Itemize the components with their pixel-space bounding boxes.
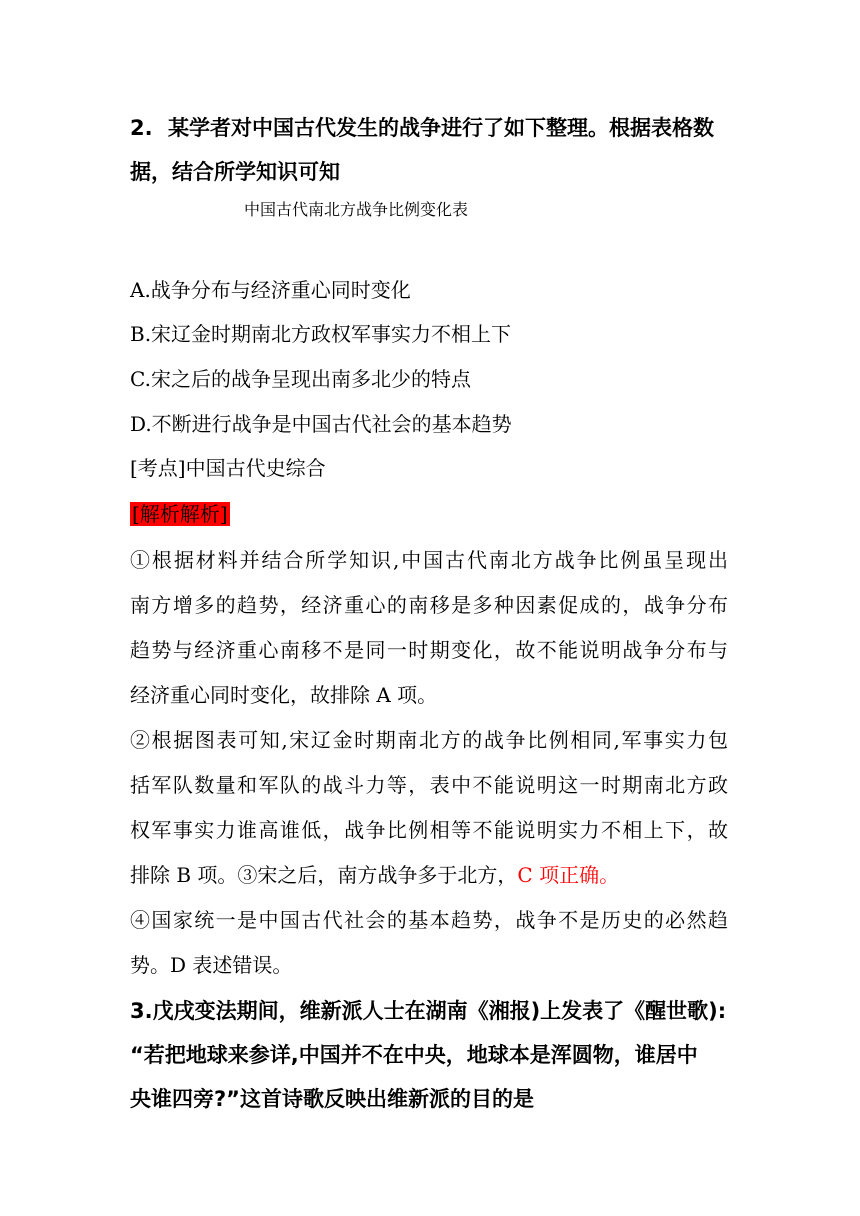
option-b: B.宋辽金时期南北方政权军事实力不相上下 [130, 322, 512, 346]
analysis-line-1: ①根据材料并结合所学知识,中国古代南北方战争比例虽呈现出 [130, 548, 728, 572]
correct-answer-note: C 项正确。 [517, 863, 620, 887]
q2-stem-line-1 [130, 114, 714, 142]
analysis-line-10: 势。D 表述错误。 [130, 953, 293, 977]
analysis-line-3: 趋势与经济重心南移不是同一时期变化，故不能说明战争分布与 [130, 638, 728, 662]
analysis-line-7: 权军事实力谁高谁低，战争比例相等不能说明实力不相上下，故 [130, 818, 728, 842]
analysis-line-8-text: 排除 B 项。③宋之后，南方战争多于北方， [130, 863, 518, 887]
jiexi-label-line [130, 500, 230, 528]
analysis-line-8 [130, 861, 619, 889]
q3-stem-line-3: 央谁四旁?”这首诗歌反映出维新派的目的是 [130, 1087, 534, 1111]
option-c: C.宋之后的战争呈现出南多北少的特点 [130, 367, 471, 391]
q2-stem-line-2: 据，结合所学知识可知 [130, 160, 340, 184]
jiexi-label: [解析解析] [132, 502, 228, 526]
analysis-line-9: ④国家统一是中国古代社会的基本趋势，战争不是历史的必然趋 [130, 908, 728, 932]
option-d: D.不断进行战争是中国古代社会的基本趋势 [130, 412, 512, 436]
option-a: A.战争分布与经济重心同时变化 [130, 278, 411, 302]
analysis-line-4: 经济重心同时变化，故排除 A 项。 [130, 683, 438, 707]
table-caption: 中国古代南北方战争比例变化表 [244, 200, 469, 219]
analysis-line-5: ②根据图表可知,宋辽金时期南北方的战争比例相同,军事实力包 [130, 728, 728, 752]
kaodian-label: [考点]中国古代史综合 [130, 456, 326, 480]
q2-stem-text-1: 某学者对中国古代发生的战争进行了如下整理。根据表格数 [168, 116, 714, 140]
q3-stem-line-2: “若把地球来参详,中国并不在中央，地球本是浑圆物，谁居中 [130, 1043, 698, 1067]
q2-number: 2. [130, 116, 153, 140]
analysis-line-6: 括军队数量和军队的战斗力等，表中不能说明这一时期南北方政 [130, 773, 728, 797]
q3-stem-line-1: 3.戊戌变法期间，维新派人士在湖南《湘报)上发表了《醒世歌): [130, 999, 727, 1023]
analysis-line-2: 南方增多的趋势，经济重心的南移是多种因素促成的，战争分布 [130, 593, 728, 617]
